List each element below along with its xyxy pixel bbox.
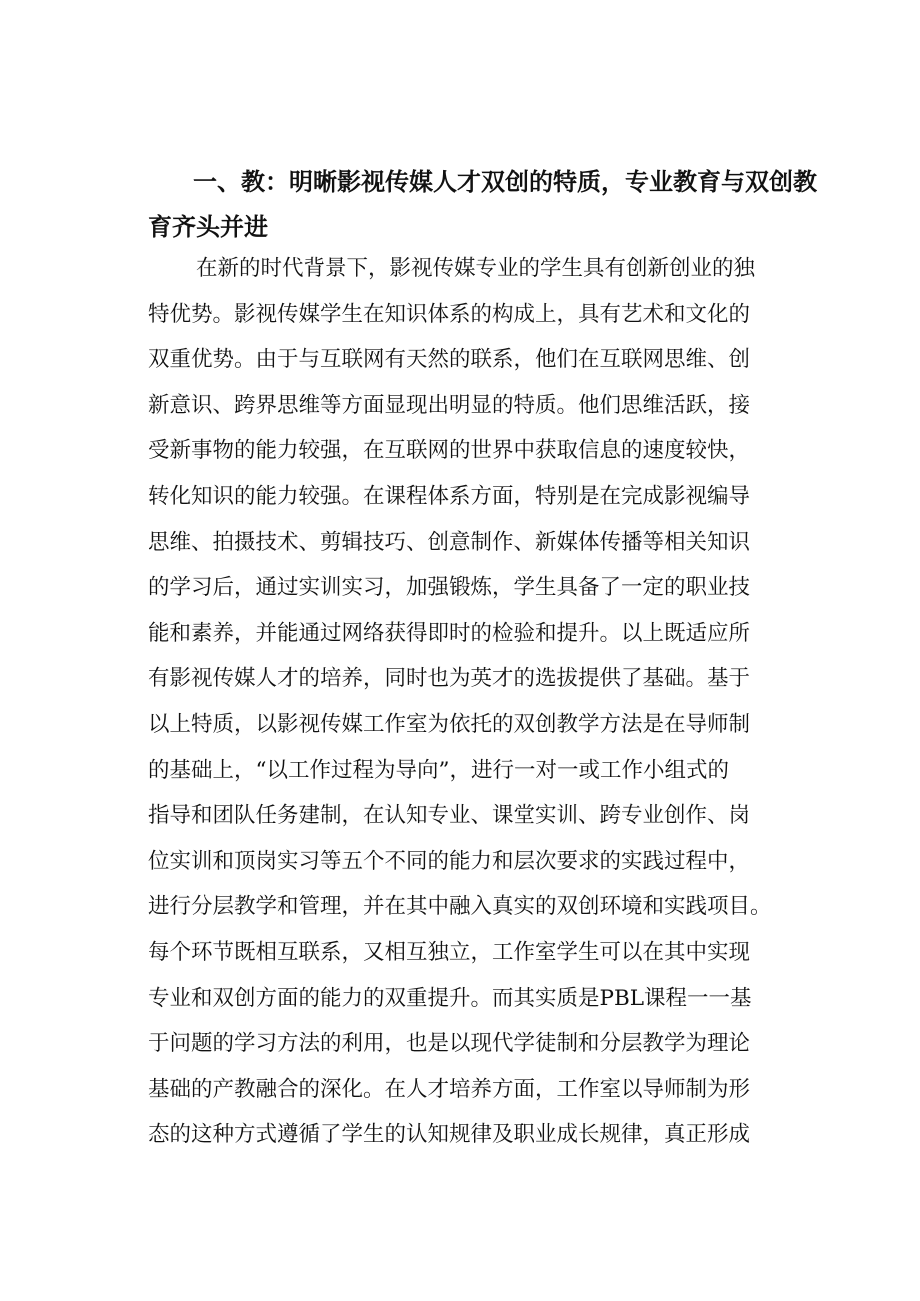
paragraph-line: 每个环节既相互联系，又相互独立，工作室学生可以在其中实现 bbox=[148, 939, 751, 965]
paragraph-line: 位实训和顶岗实习等五个不同的能力和层次要求的实践过程中， bbox=[148, 848, 751, 874]
paragraph-line: 双重优势。由于与互联网有天然的联系，他们在互联网思维、创 bbox=[148, 347, 751, 373]
paragraph-line: 受新事物的能力较强，在互联网的世界中获取信息的速度较快， bbox=[148, 438, 751, 464]
paragraph-line: 以上特质，以影视传媒工作室为依托的双创教学方法是在导师制 bbox=[148, 711, 751, 737]
paragraph-line: 的基础上，“以工作过程为导向”，进行一对一或工作小组式的 bbox=[148, 757, 729, 783]
paragraph-line: 转化知识的能力较强。在课程体系方面，特别是在完成影视编导 bbox=[148, 483, 751, 509]
paragraph-line: 新意识、跨界思维等方面显现出明显的特质。他们思维活跃，接 bbox=[148, 392, 751, 418]
paragraph-line: 的学习后，通过实训实习，加强锻炼，学生具备了一定的职业技 bbox=[148, 575, 751, 601]
heading-line: 育齐头并进 bbox=[148, 213, 268, 241]
body-paragraph bbox=[148, 246, 818, 1158]
paragraph-line: 态的这种方式遵循了学生的认知规律及职业成长规律，真正形成 bbox=[148, 1122, 751, 1148]
heading-line: 一、教：明晰影视传媒人才双创的特质，专业教育与双创教 bbox=[193, 168, 817, 196]
paragraph-line: 于问题的学习方法的利用，也是以现代学徒制和分层教学为理论 bbox=[148, 1031, 751, 1057]
paragraph-line: 在新的时代背景下，影视传媒专业的学生具有创新创业的独 bbox=[196, 256, 756, 281]
paragraph-line: 特优势。影视传媒学生在知识体系的构成上，具有艺术和文化的 bbox=[148, 301, 751, 327]
paragraph-line: 有影视传媒人才的培养，同时也为英才的选拔提供了基础。基于 bbox=[148, 666, 751, 692]
section-heading bbox=[148, 160, 817, 250]
paragraph-line: 思维、拍摄技术、剪辑技巧、创意制作、新媒体传播等相关知识 bbox=[148, 529, 751, 555]
paragraph-line: 指导和团队任务建制，在认知专业、课堂实训、跨专业创作、岗 bbox=[148, 803, 751, 829]
paragraph-line: 进行分层教学和管理，并在其中融入真实的双创环境和实践项目。 bbox=[148, 894, 772, 920]
paragraph-line: 专业和双创方面的能力的双重提升。而其实质是PBL课程一一基 bbox=[148, 985, 752, 1011]
paragraph-line: 基础的产教融合的深化。在人才培养方面，工作室以导师制为形 bbox=[148, 1076, 751, 1102]
paragraph-line: 能和素养，并能通过网络获得即时的检验和提升。以上既适应所 bbox=[148, 620, 751, 646]
